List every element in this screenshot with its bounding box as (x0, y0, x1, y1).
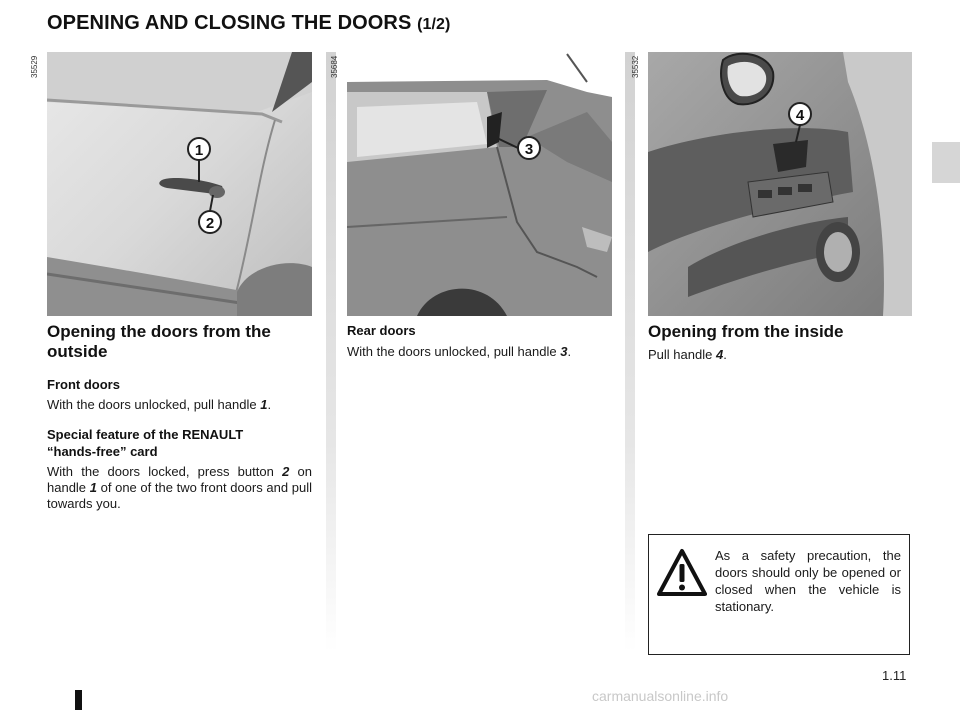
page-part-indicator: (1/2) (417, 16, 451, 33)
column-rear-doors (347, 322, 617, 360)
door-interior-illustration (648, 52, 912, 316)
figure-ref-number: 35529 (30, 55, 39, 78)
page-title (47, 12, 450, 35)
column-outside-opening (47, 322, 312, 512)
figure-ref-number: 35684 (330, 55, 339, 78)
special-feature-heading: Special feature of the RENAULT “hands-free” card (47, 427, 244, 459)
figure-rear-door-exterior (347, 52, 612, 316)
special-feature-text: With the doors locked, press button 2 on handle 1 of one of the two front doors and pull towards you. (47, 464, 312, 511)
front-door-illustration (47, 52, 312, 316)
front-doors-text: With the doors unlocked, pull handle 1. (47, 397, 272, 412)
watermark: carmanualsonline.info (592, 688, 729, 704)
rear-doors-heading: Rear doors (347, 323, 416, 338)
column-divider (625, 52, 635, 652)
front-doors-heading: Front doors (47, 377, 120, 392)
section-tab (932, 142, 960, 183)
section-heading-outside: Opening the doors from the outside (47, 322, 271, 361)
figure-door-interior (648, 52, 912, 316)
crop-mark (75, 690, 82, 710)
rear-door-illustration (347, 52, 612, 316)
figure-front-door-exterior (47, 52, 312, 316)
page-number: 1.11 (882, 668, 907, 683)
warning-triangle-icon (657, 548, 707, 598)
figure-ref-number: 35532 (631, 55, 640, 78)
page-title-text: OPENING AND CLOSING THE DOORS (47, 12, 412, 34)
column-inside-opening (648, 322, 912, 363)
callout-2: 2 (205, 215, 215, 232)
section-heading-inside: Opening from the inside (648, 322, 844, 341)
callout-1: 1 (194, 142, 204, 159)
safety-warning-text: As a safety precaution, the doors should only be opened or closed when the vehicle is stationary. (715, 548, 901, 614)
callout-3: 3 (524, 141, 534, 158)
callout-4: 4 (795, 107, 805, 124)
inside-opening-text: Pull handle 4. (648, 347, 727, 362)
rear-doors-text: With the doors unlocked, pull handle 3. (347, 344, 572, 359)
safety-warning-box (648, 534, 910, 655)
column-divider (326, 52, 336, 652)
